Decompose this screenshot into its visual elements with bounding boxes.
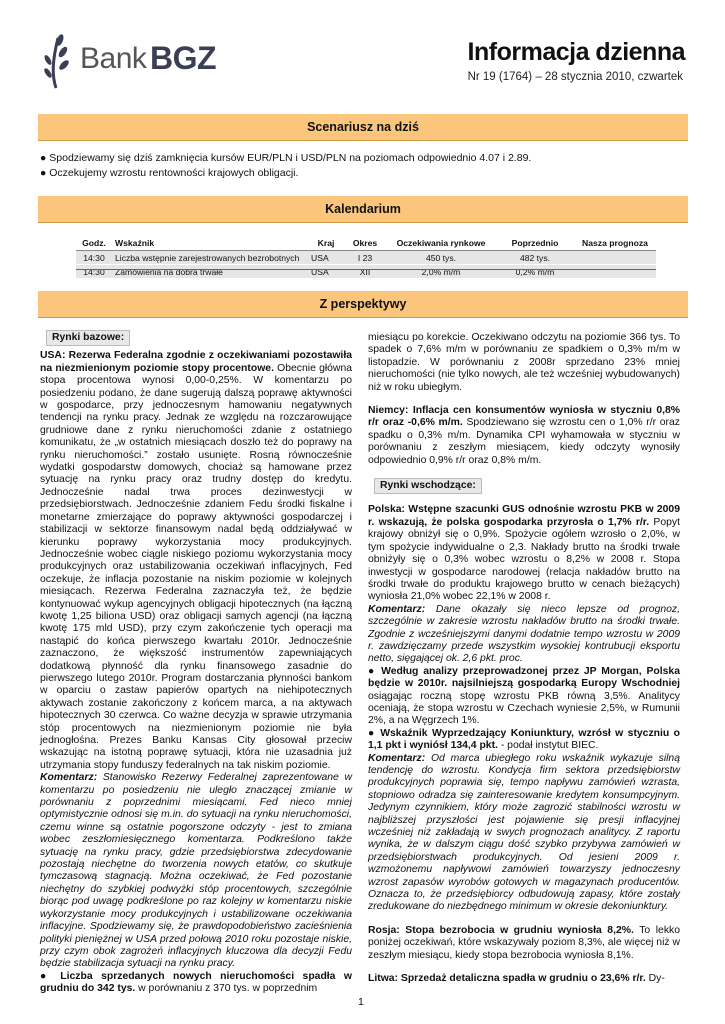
comment-text: Stanowisko Rezerwy Federalnej zaprezentowane w komentarzu po posiedzeniu nie uległo znaczącej zmianie w porównaniu z poprzednimi miesiącami. Fed nieco mniej optymistycznie odnosi się m.in. do sytuacji na rynku nieruchomości, czemu winne są ostatnie pogorszone odczyty - jest to zmiana wobec zeszłomiesięcznego komentarza. Podkreślono także sytuację na rynku pracy, gdzie przedsiębiorstwa zdecydowanie pozostają niechętne do tworzenia nowych etatów, co skutkuje tymczasową stagnacją. Można oczekiwać, że Fed pozostanie niechętny do szybkiej podwyżki stóp procentowych, szczególnie biorąc pod uwagę podkreślone po raz kolejny w komentarzu niskie wykorzystanie mocy produkcyjnych i ustabilizowane oczekiwania inflacyjne. Spodziewamy się, że prawdopodobieństwo zacieśnienia polityki pieniężnej w USA przed połową 2010 roku pozostaje niskie, przy czym obok zagrożeń inflacyjnych kluczowa dla decyzji Fedu będzie stabilizacja sytuacji na rynku pracy. — [40, 772, 352, 970]
article-paragraph — [40, 350, 352, 995]
table-cell — [574, 251, 656, 265]
issue-line: Nr 19 (1764) – 28 stycznia 2010, czwartek — [467, 71, 683, 83]
body-text: w porównaniu z 370 tys. w poprzednim — [135, 983, 318, 995]
headline: ● Wskaźnik Wyprzedzający Koniunktury, wzrósł w styczniu o 1,1 pkt i wyniósł 134,4 pkt. — [368, 727, 680, 752]
section-header-scenariusz: Scenariusz na dziś — [38, 114, 688, 141]
article-paragraph — [368, 504, 680, 913]
column-header: Poprzednio — [496, 236, 574, 251]
subsection-tag-rynki-wschodzace: Rynki wschodzące: — [374, 478, 482, 494]
article-paragraph — [368, 332, 680, 394]
headline: ● Według analizy przeprowadzonej przez JP Morgan, Polska będzie w 2010r. najsilniejszą gospodarką Europy Wschodniej — [368, 665, 680, 690]
table-cell: USA — [308, 251, 344, 265]
table-cell: Zamówienia na dobra trwałe — [112, 265, 308, 279]
scenariusz-list — [40, 151, 690, 180]
table-cell: I 23 — [344, 251, 386, 265]
table-cell: Liczba wstępnie zarejestrowanych bezrobotnych — [112, 251, 308, 265]
wheat-icon — [42, 32, 76, 90]
page-number: 1 — [358, 996, 364, 1008]
list-item: ● Oczekujemy wzrostu rentowności krajowych obligacji. — [40, 166, 299, 179]
column-header: Kraj — [308, 236, 344, 251]
headline: Polska: Wstępne szacunki GUS odnośnie wzrostu PKB w 2009 r. wskazują, że polska gospodarka przyrosła o 1,7% r/r. — [368, 504, 680, 528]
section-header-perspektywy: Z perspektywy — [38, 291, 688, 318]
body-text: Spodziewano się wzrostu cen o 1,0% r/r oraz spadku o 0,3% m/m. Dynamika CPI wyhamowała w styczniu w porównaniu z zeszłym miesiącem, kiedy odczyty wynosiły odpowiednio 0,9% r/r oraz 0,8% m/m. — [368, 417, 680, 466]
body-text: Obecnie główna stopa procentowa wynosi 0,00-0,25%. W komentarzu po posiedzeniu podano, że dane sugerują dalszą poprawę aktywności w gospodarce, przy jednoczesnym hamowaniu negatywnych tendencji na rynku pracy. Jednak ze względu na rozczarowujące grudniowe dane z rynku nieruchomości zdanie z ostatniego komunikatu, że „w ostatnich miesiącach doszło też do poprawy na rynku nieruchomości.” zostało usunięte. Rosną równocześnie wydatki gospodarstw domowych, chociaż są hamowane przez sytuację na rynku pracy oraz trudny dostęp do kredytu. Jednocześnie nadal trwa proces dezinwestycji w przedsiębiorstwach. Jednocześnie zdaniem Fedu środki fiskalne i monetarne zmierzające do poprawy aktywności gospodarczej i stabilizacji w sektorze finansowym nadal będą oddziaływać w kierunku poprawy wykorzystania mocy produkcyjnych. Jednocześnie wobec ciągle niskiego poziomu wykorzystania mocy produkcyjnych oraz ustabilizowania oczekiwań inflacyjnych, Fed oczekuje, że inflacja pozostanie na niskim poziomie w kolejnych miesiącach. Rezerwa Federalna zaznaczyła też, że będzie kontynuować wykup agencyjnych obligacji hipotecznych (na łączną kwotę 1,25 biliona USD) oraz obligacji samych agencji (na łączną kwotę 175 mld USD), przy czym zakończenie tych operacji ma nastąpić do końca pierwszego kwartału 2010r. Jednocześnie zaznaczono, że większość instrumentów zapewniających dodatkową płynność dla rynku finansowego zasadnie do pierwszego lutego 2010r. Program dostarczania płynności bankom w oparciu o zastaw papierów opartych na niehipotecznych aktywach zostanie zakończony z końcem marca, a na aktywach hipotecznych 30 czerwca. Co ważne decyzja w sprawie utrzymania stóp procentowych na niezmienionym poziomie nie była jednogłośna. Prezes Banku Kansas City głosował przeciw wskazując na istotną poprawę sytuacji, która nie uzasadnia już utrzymania stopy funduszy federalnych na tak niskim poziomie. — [40, 362, 352, 771]
column-header: Nasza prognoza — [574, 236, 656, 251]
column-header: Wskaźnik — [112, 236, 308, 251]
table-cell — [574, 265, 656, 279]
comment-text: Od marca ubiegłego roku wskaźnik wykazuje silną tendencję do wzrostu. Kondycja firm sektora przedsiębiorstw produkcyjnych poprawia się, tempo napływu zamówień wzrasta, stopniowo odradza się zainteresowanie kredytem konsumpcyjnym. Jedynym czynnikiem, który może zagrozić stabilności wzrostu w najbliższej przyszłości jest pojawienie się presji inflacyjnej wcześniej niż zakładają w swych prognozach analitycy. Z raportu wynika, że w dalszym ciągu dość szybko przybywa zamówień w przedsiębiorstwach produkcyjnych. Od jesieni 2009 r. wzmożonemu napływowi zamówień towarzyszy jednoczesny wzrost zapasów wyrobów gotowych w magazynach producentów. Oznacza to, że przedsiębiorcy odbudowują zapasy, które zostały zredukowane do niezbędnego minimum w okresie dekoniunktury. — [368, 752, 680, 913]
table-cell: 14:30 — [76, 251, 112, 265]
table-cell: 0,2% m/m — [496, 265, 574, 279]
article-paragraph — [368, 925, 680, 962]
calendar-table — [76, 236, 656, 279]
left-column — [40, 330, 352, 1007]
column-header: Okres — [344, 236, 386, 251]
headline: Litwa: Sprzedaż detaliczna spadła w grudniu o 23,6% r/r. — [368, 973, 646, 985]
right-column — [368, 332, 680, 997]
comment-label: Komentarz: — [368, 752, 426, 764]
comment-label: Komentarz: — [368, 603, 426, 615]
list-item: ● Spodziewamy się dziś zamknięcia kursów EUR/PLN i USD/PLN na poziomach odpowiednio 4.07 i 2.89. — [40, 152, 532, 164]
column-header: Godz. — [76, 236, 112, 251]
table-cell: 2,0% m/m — [386, 265, 496, 279]
table-cell: 450 tys. — [386, 251, 496, 265]
logo-word-bank: Bank — [80, 42, 147, 75]
table-cell: XII — [344, 265, 386, 279]
table-cell: 14:30 — [76, 265, 112, 279]
logo-word-bgz: BGZ — [150, 40, 217, 76]
table-row — [76, 265, 656, 279]
headline: ● Liczba sprzedanych nowych nieruchomości spadła w grudniu do 342 tys. — [40, 970, 352, 995]
comment-text: Dane okazały się nieco lepsze od prognoz, szczególnie w zakresie wzrostu nakładów brutto na środki trwałe. Zgodnie z wcześniejszymi danymi dodatnie tempo wzrostu w 2009 r. zawdzięczamy przede wszystkim wysokiej kontrubucji eksportu netto, sięgającej ok. 2,6 pkt. proc. — [368, 603, 680, 665]
headline: Niemcy: Inflacja cen konsumentów wyniosła w styczniu 0,8% r/r oraz -0,6% m/m. — [368, 405, 680, 429]
body-text: miesiącu po korekcie. Oczekiwano odczytu na poziomie 366 tys. To spadek o 7,6% m/m w porównaniu ze spadkiem o 0,3% m/m w listopadzie. W porównaniu z 2008r sprzedano 23% mniej nieruchomości (nie tylko nowych, ale też wcześniej wybudowanych) niż w roku ubiegłym. — [368, 332, 680, 393]
body-text: - podał instytut BIEC. — [497, 740, 599, 752]
table-cell: 482 tys. — [496, 251, 574, 265]
body-text: osiągając roczną stopę wzrostu PKB równą 3,5%. Analitycy oceniają, że stopa wzrostu w Czechach wyniesie 2,5%, w Rumunii 2%, a na Węgrzech 1%. — [368, 690, 680, 727]
table-header-row — [76, 236, 656, 251]
headline: USA: Rezerwa Federalna zgodnie z oczekiwaniami pozostawiła na niezmienionym poziomie stopy procentowe. — [40, 350, 352, 374]
comment-label: Komentarz: — [40, 772, 98, 784]
table-cell: USA — [308, 265, 344, 279]
bank-logo — [42, 32, 282, 90]
body-text: Dy- — [645, 973, 665, 985]
table-row — [76, 251, 656, 265]
section-header-kalendarium: Kalendarium — [38, 196, 688, 223]
body-text: To lekko poniżej oczekiwań, które wskazywały poziom 8,3%, ale więcej niż w zeszłym miesiącu, kiedy stopa bezrobocia wyniosła 8,1%. — [368, 924, 680, 961]
headline: Rosja: Stopa bezrobocia w grudniu wyniosła 8,2%. — [368, 924, 634, 936]
column-header: Oczekiwania rynkowe — [386, 236, 496, 251]
article-paragraph — [368, 405, 680, 467]
article-paragraph — [368, 973, 680, 985]
table-bottom-rule — [76, 269, 656, 270]
page-title: Informacja dzienna — [467, 38, 685, 66]
body-text: Popyt krajowy obniżył się o 0,9%. Spożycie ogółem wzrosło o 2,0%, w tym spożycie indywidualne o 2,3. Nakłady brutto na środki trwałe obniżyły się o 0,3% wobec wzrostu o 8,2% w 2008 r. Stopa inwestycji w gospodarce narodowej (relacja nakładów brutto na środki trwałe do produktu krajowego brutto w cenach bieżących) wyniosła 21,0% wobec 22,1% w 2008 r. — [368, 516, 680, 603]
subsection-tag-rynki-bazowe: Rynki bazowe: — [46, 330, 130, 346]
